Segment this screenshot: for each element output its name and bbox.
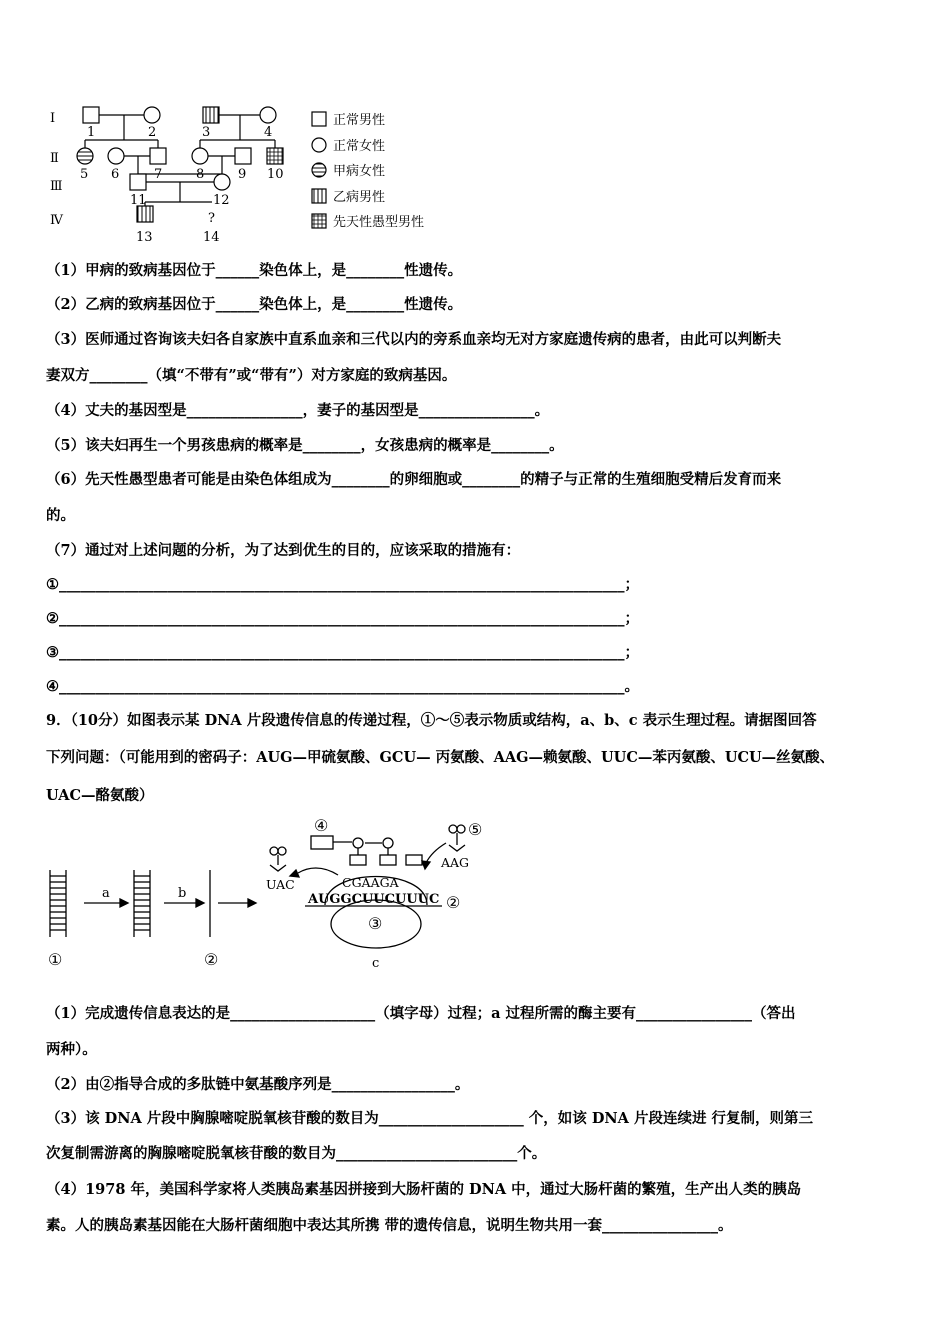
pedigree-chart (40, 98, 460, 248)
individual-number: 10 (267, 167, 284, 182)
answer-blank[interactable]: ④______________________________________________________________________________。 (46, 678, 639, 695)
individual-number: 13 (136, 230, 153, 245)
individual-number: 6 (111, 167, 120, 182)
answer-blank[interactable]: ③______________________________________________________________________________； (46, 644, 639, 661)
individual-number: 2 (148, 125, 157, 140)
individual-number: 3 (202, 125, 211, 140)
q8-line: （3）医师通过咨询该夫妇各自家族中直系血亲和三代以内的旁系血亲均无对方家庭遗传病的患者，由此可以判断夫 (46, 331, 782, 348)
label-3: ③ (368, 914, 383, 933)
anticodons: CGAAGA (342, 875, 399, 890)
generation-label: Ⅳ (50, 213, 63, 228)
q9-line: 素。人的胰岛素基因能在大肠杆菌细胞中表达其所携 带的遗传信息，说明生物共用一套________________。 (46, 1217, 733, 1234)
individual-number: 1 (87, 125, 96, 140)
q8-line: 妻双方________（填“不带有”或“带有”）对方家庭的致病基因。 (46, 367, 457, 384)
unknown-mark: ? (208, 211, 215, 226)
label-a: a (102, 886, 110, 901)
q9-line: （3）该 DNA 片段中胸腺嘧啶脱氧核苷酸的数目为____________________ 个，如该 DNA 片段连续进 行复制，则第三 (46, 1110, 814, 1127)
q8-line: （1）甲病的致病基因位于______染色体上，是________性遗传。 (46, 262, 463, 279)
individual-number: 7 (154, 167, 163, 182)
q9-line: 次复制需游离的胸腺嘧啶脱氧核苷酸的数目为_________________________个。 (46, 1145, 547, 1162)
generation-label: Ⅰ (50, 111, 56, 126)
q8-line: （6）先天性愚型患者可能是由染色体组成为________的卵细胞或________的精子与正常的生殖细胞受精后发育而来 (46, 471, 782, 488)
individual-number: 4 (264, 125, 273, 140)
legend-label: 正常女性 (333, 139, 386, 154)
answer-blank[interactable]: ②______________________________________________________________________________； (46, 610, 639, 627)
individual-number: 5 (80, 167, 89, 182)
q9-line: UAC—酪氨酸） (46, 787, 154, 804)
label-b: b (178, 886, 187, 901)
legend-label: 甲病女性 (333, 164, 386, 179)
legend-label: 先天性愚型男性 (333, 215, 425, 230)
q9-line: 两种）。 (46, 1041, 97, 1058)
generation-label: Ⅲ (50, 179, 63, 194)
generation-label: Ⅱ (50, 151, 59, 166)
individual-number: 11 (130, 193, 147, 208)
q8-line: （2）乙病的致病基因位于______染色体上，是________性遗传。 (46, 296, 463, 313)
individual-number: 8 (196, 167, 205, 182)
individual-number: 14 (203, 230, 220, 245)
legend-label: 乙病男性 (333, 190, 386, 205)
label-2-mrna: ② (446, 893, 461, 912)
individual-number: 9 (238, 167, 247, 182)
q8-line: （4）丈夫的基因型是________________，妻子的基因型是________________。 (46, 402, 550, 419)
codon-aag: AAG (441, 855, 470, 870)
q9-line: 9．（10分）如图表示某 DNA 片段遗传信息的传递过程，①～⑤表示物质或结构，a、b、c 表示生理过程。请据图回答 (46, 712, 817, 729)
q9-line: （4）1978 年，美国科学家将人类胰岛素基因拼接到大肠杆菌的 DNA 中，通过大肠杆菌的繁殖，生产出人类的胰岛 (46, 1181, 802, 1198)
q8-line: （7）通过对上述问题的分析，为了达到优生的目的，应该采取的措施有： (46, 542, 521, 559)
q8-line: 的。 (46, 507, 75, 524)
mrna-sequence: AUGGCUUCUUUC (308, 892, 440, 907)
codon-uac: UAC (266, 877, 295, 892)
legend-label: 正常男性 (333, 113, 386, 128)
dna-diagram (40, 815, 483, 975)
q8-line: （5）该夫妇再生一个男孩患病的概率是________，女孩患病的概率是________。 (46, 437, 564, 454)
answer-blank[interactable]: ①______________________________________________________________________________； (46, 576, 639, 593)
q9-line: （2）由②指导合成的多肽链中氨基酸序列是_________________。 (46, 1076, 470, 1093)
label-1: ① (48, 950, 63, 969)
individual-number: 12 (213, 193, 230, 208)
label-5: ⑤ (468, 820, 483, 839)
label-2: ② (204, 950, 219, 969)
label-4: ④ (314, 816, 329, 835)
label-c: c (372, 956, 380, 971)
q9-line: （1）完成遗传信息表达的是____________________（填字母）过程；a 过程所需的酶主要有________________（答出 (46, 1005, 796, 1022)
q9-line: 下列问题：（可能用到的密码子：AUG—甲硫氨酸、GCU— 丙氨酸、AAG—赖氨酸、UUC—苯丙氨酸、UCU—丝氨酸、 (46, 749, 835, 766)
